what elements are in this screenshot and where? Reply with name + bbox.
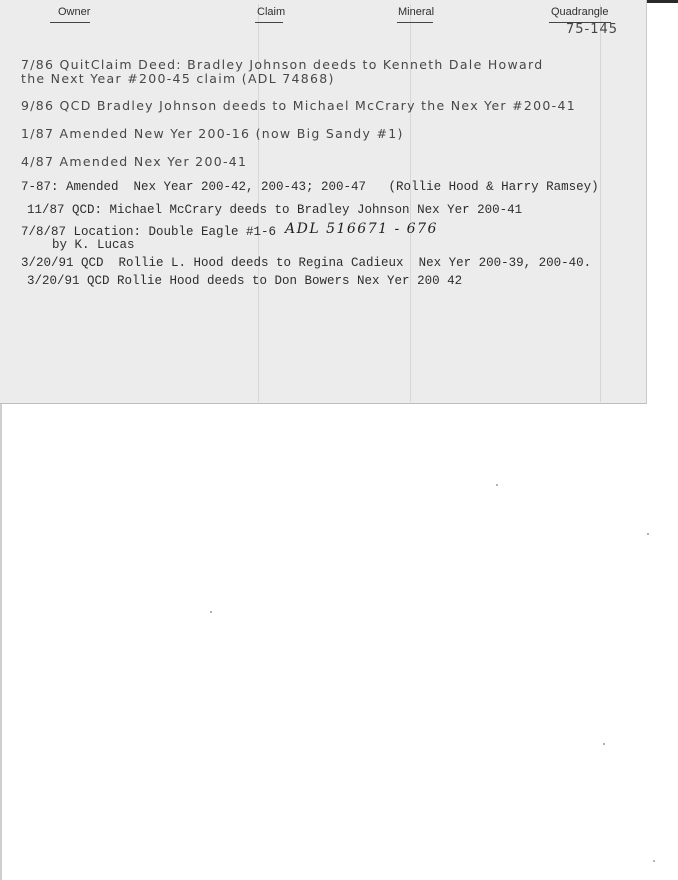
entry-line: 7-87: Amended Nex Year 200-42, 200-43; 200-47 (Rollie Hood & Harry Ramsey) xyxy=(21,180,599,194)
scan-speck xyxy=(647,533,649,535)
scan-speck xyxy=(210,611,212,613)
header-mineral: Mineral xyxy=(398,6,435,18)
entry-line: 3/20/91 QCD Rollie L. Hood deeds to Regina Cadieux Nex Yer 200-39, 200-40. xyxy=(21,256,592,270)
handwritten-adl-note: ADL 516671 - 676 xyxy=(285,221,438,237)
header-owner: Owner xyxy=(58,6,91,18)
entry-line: 1/87 Amended New Yer 200-16 (now Big Sandy #1) xyxy=(21,126,404,141)
quadrangle-number: 75-145 xyxy=(566,22,619,37)
scan-speck xyxy=(496,484,498,486)
entry-line: 7/8/87 Location: Double Eagle #1-6 xyxy=(21,225,277,239)
scan-speck xyxy=(603,743,605,745)
entry-line: 4/87 Amended Nex Yer 200-41 xyxy=(21,154,248,169)
entry-line: 9/86 QCD Bradley Johnson deeds to Michael McCrary the Nex Yer #200-41 xyxy=(21,98,576,113)
header-underline xyxy=(255,22,283,23)
entry-line: by K. Lucas xyxy=(52,238,135,252)
entry-line: 11/87 QCD: Michael McCrary deeds to Bradley Johnson Nex Yer 200-41 xyxy=(27,203,523,217)
entry-line: 7/86 QuitClaim Deed: Bradley Johnson deeds to Kenneth Dale Howard xyxy=(21,57,544,72)
header-underline xyxy=(50,22,90,23)
column-divider xyxy=(600,4,601,402)
header-underline xyxy=(397,22,433,23)
header-quadrangle: Quadrangle xyxy=(551,6,609,18)
entry-line: 3/20/91 QCD Rollie Hood deeds to Don Bowers Nex Yer 200 42 xyxy=(27,274,463,288)
header-claim: Claim xyxy=(257,6,286,18)
record-card xyxy=(0,0,647,404)
entry-line: the Next Year #200-45 claim (ADL 74868) xyxy=(21,71,335,86)
scan-speck xyxy=(653,860,655,862)
